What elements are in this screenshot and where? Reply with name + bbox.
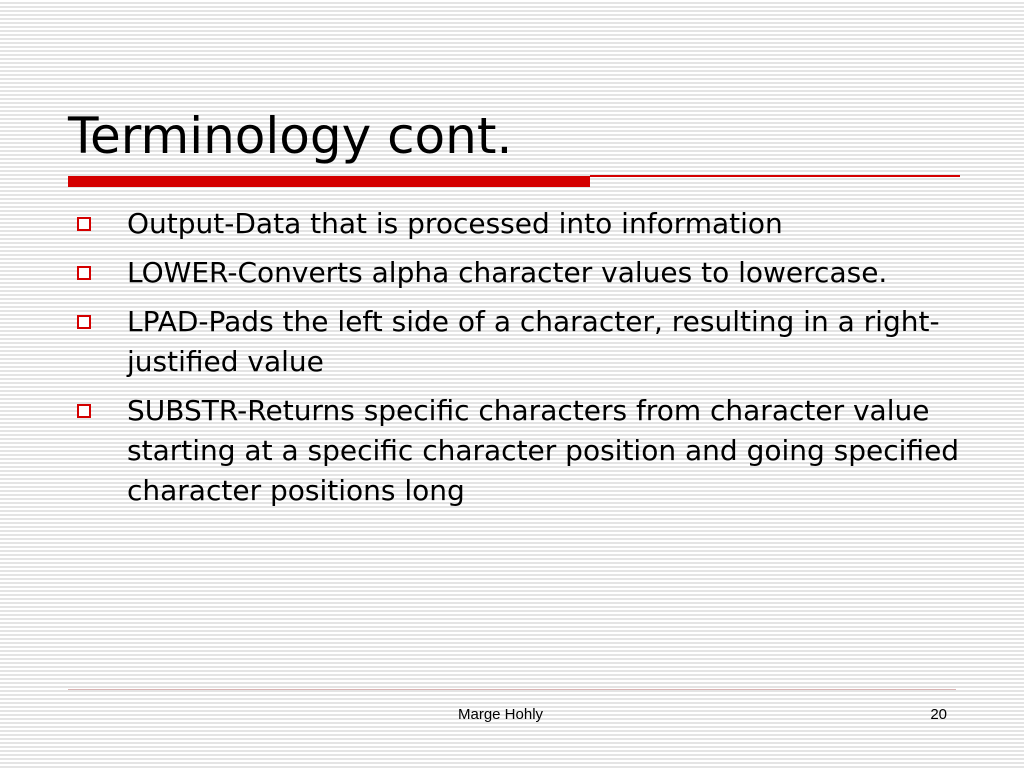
hollow-square-icon	[77, 266, 91, 280]
hollow-square-icon	[77, 315, 91, 329]
hollow-square-icon	[77, 217, 91, 231]
bullet-item	[75, 204, 975, 244]
bullet-text: SUBSTR-Returns specific characters from character value starting at a specific character position and going specified character positions long	[127, 394, 960, 507]
bullet-text: LOWER-Converts alpha character values to lowercase.	[127, 256, 888, 289]
footer-author: Marge Hohly	[458, 706, 544, 723]
title-underline-thin	[590, 175, 960, 177]
bullet-item	[75, 391, 975, 511]
page-number: 20	[930, 706, 947, 723]
bullet-text: Output-Data that is processed into information	[127, 207, 783, 240]
bullet-list	[75, 204, 975, 520]
hollow-square-icon	[77, 404, 91, 418]
slide-title: Terminology cont.	[68, 107, 513, 165]
title-underline-thick	[68, 176, 590, 187]
title-underline	[68, 173, 960, 187]
bullet-item	[75, 253, 975, 293]
bullet-text: LPAD-Pads the left side of a character, resulting in a right-justified value	[127, 305, 940, 378]
bullet-item	[75, 302, 975, 382]
footer-divider	[68, 689, 956, 690]
